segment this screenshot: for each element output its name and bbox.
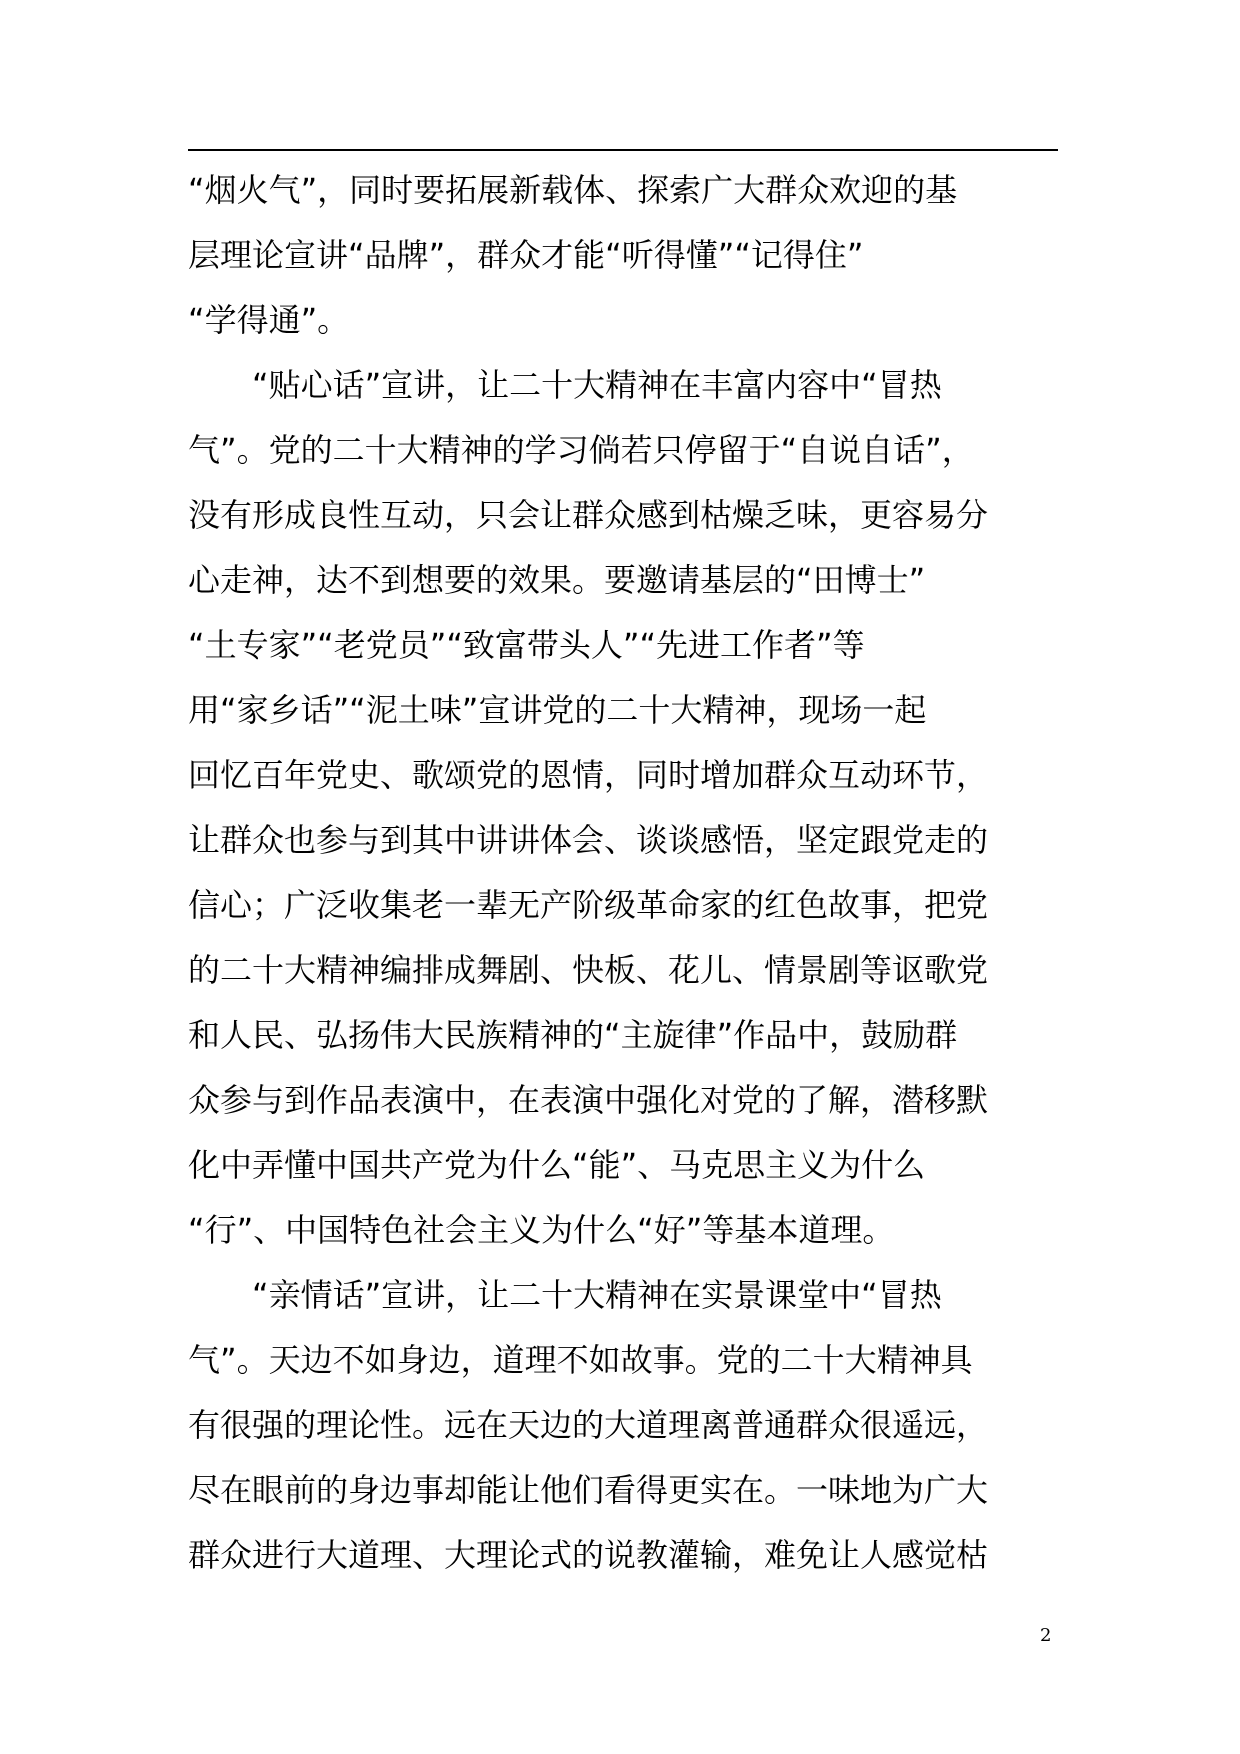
text-line: 没有形成良性互动，只会让群众感到枯燥乏味，更容易分 (188, 496, 989, 534)
body-text (188, 158, 1058, 1588)
text-line: 尽在眼前的身边事却能让他们看得更实在。一味地为广大 (188, 1471, 989, 1509)
text-line: 回忆百年党史、歌颂党的恩情，同时增加群众互动环节， (188, 756, 989, 794)
text-line: 让群众也参与到其中讲讲体会、谈谈感悟，坚定跟党走的 (188, 821, 989, 859)
text-line: 化中弄懂中国共产党为什么“能”、马克思主义为什么 (188, 1146, 926, 1184)
text-line: 层理论宣讲“品牌”，群众才能“听得懂”“记得住” (188, 236, 864, 274)
text-line: 群众进行大道理、大理论式的说教灌输，难免让人感觉枯 (188, 1536, 989, 1574)
text-line: 众参与到作品表演中，在表演中强化对党的了解，潜移默 (188, 1081, 989, 1119)
text-line: 信心；广泛收集老一辈无产阶级革命家的红色故事，把党 (188, 886, 989, 924)
text-line: “烟火气”，同时要拓展新载体、探索广大群众欢迎的基 (188, 171, 958, 209)
text-line: “行”、中国特色社会主义为什么“好”等基本道理。 (188, 1211, 895, 1249)
text-line: “土专家”“老党员”“致富带头人”“先进工作者”等 (188, 626, 865, 664)
text-line: 用“家乡话”“泥土味”宣讲党的二十大精神，现场一起 (188, 691, 927, 729)
text-line: “亲情话”宣讲，让二十大精神在实景课堂中“冒热 (252, 1276, 942, 1314)
text-line: “学得通”。 (188, 301, 350, 339)
header-rule (188, 149, 1058, 151)
text-line: 的二十大精神编排成舞剧、快板、花儿、情景剧等讴歌党 (188, 951, 989, 989)
text-line: “贴心话”宣讲，让二十大精神在丰富内容中“冒热 (252, 366, 942, 404)
text-line: 气”。党的二十大精神的学习倘若只停留于“自说自话”， (188, 431, 974, 469)
text-line: 气”。天边不如身边，道理不如故事。党的二十大精神具 (188, 1341, 973, 1379)
text-line: 心走神，达不到想要的效果。要邀请基层的“田博士” (188, 561, 926, 599)
page-number: 2 (1040, 1625, 1052, 1646)
text-line: 和人民、弘扬伟大民族精神的“主旋律”作品中，鼓励群 (188, 1016, 958, 1054)
text-line: 有很强的理论性。远在天边的大道理离普通群众很遥远， (188, 1406, 989, 1444)
